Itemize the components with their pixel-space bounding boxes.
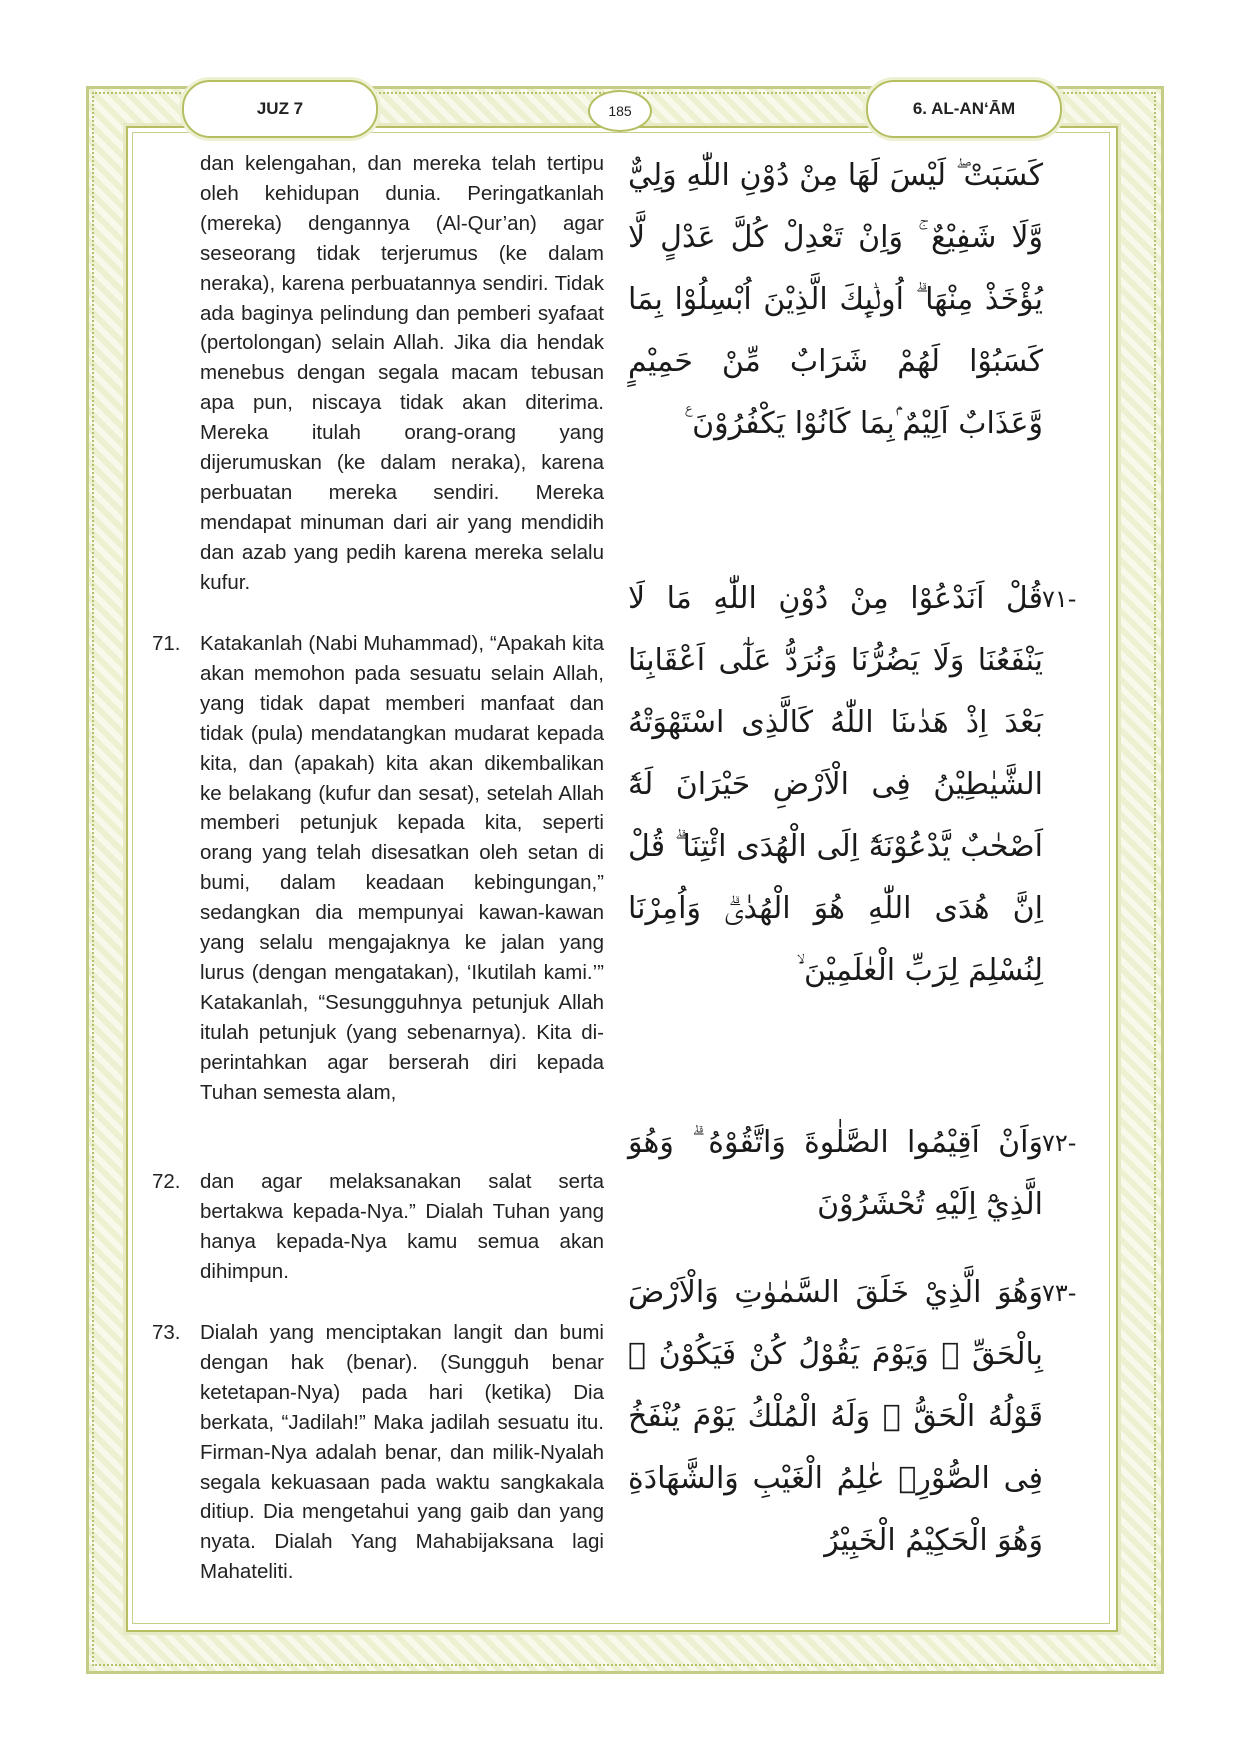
translation-verse-73: Dialah yang menciptakan langit dan bumi dengan hak (benar). (Sungguh benar ketetapan-Nya) pada hari (ketika) Dia berkata, “Jadilah!” Maka jadilah sesuatu itu. Firman-Nya adalah benar, dan milik-Nyalah segala kekuasaan pada waktu sangkakala ditiup. Dia mengetahui yang gaib dan yang nyata. Dialah Yang Mahabijaksana lagi Mahateliti. <box>200 1321 604 1584</box>
verse-number-73: 73. <box>152 1321 181 1344</box>
arabic-verse-number-71: -٧١ <box>1042 585 1077 613</box>
translation-verse-71: Katakanlah (Nabi Muhammad), “Apakah kita akan memohon pada sesuatu selain Allah, yang tidak dapat memberi manfaat dan tidak (pula) mendatangkan mudarat kepada kita, dan (apakah) kita akan dikembalikan ke belakang (kufur dan sesat), setelah Allah memberi petunjuk kepada kita, seperti orang yang telah disesatkan oleh setan di bumi, dalam keadaan kebingungan,” sedangkan dia mempunyai kawan-kawan yang selalu mengajaknya ke jalan yang lurus (dengan mengatakan), ‘Ikutilah kami.’” Katakanlah, “Sesungguhnya petunjuk Allah itulah petunjuk (yang sebenarnya). Kita diperintahkan agar berserah diri kepada Tuhan semesta alam, <box>200 632 604 1104</box>
arabic-verse-number-72: -٧٢ <box>1042 1129 1077 1157</box>
arabic-verse-71: قُلْ اَنَدْعُوْا مِنْ دُوْنِ اللّٰهِ مَا لَا يَنْفَعُنَا وَلَا يَضُرُّنَا وَنُرَدُّ عَلٰٓى اَعْقَابِنَا بَعْدَ اِذْ هَدٰىنَا اللّٰهُ كَالَّذِى اسْتَهْوَتْهُ الشَّيٰطِيْنُ فِى الْاَرْضِ حَيْرَانَ لَهٗٓ اَصْحٰبٌ يَّدْعُوْنَهٗٓ اِلَى الْهُدَى ائْتِنَا ۗ قُلْ اِنَّ هُدَى اللّٰهِ هُوَ الْهُدٰىۗ وَاُمِرْنَا لِنُسْلِمَ لِرَبِّ الْعٰلَمِيْنَ ۙ <box>628 581 1043 988</box>
juz-label: JUZ 7 <box>182 80 378 138</box>
arabic-verse-number-73: -٧٣ <box>1042 1279 1077 1307</box>
translation-verse-72: dan agar melaksanakan salat serta bertakwa kepada-Nya.” Dialah Tuhan yang hanya kepada-Nya kamu semua akan dihimpun. <box>200 1170 604 1283</box>
verse-number-71: 71. <box>152 632 181 655</box>
arabic-verse-73: وَهُوَ الَّذِيْ خَلَقَ السَّمٰوٰتِ وَالْاَرْضَ بِالْحَقِّ ۗ وَيَوْمَ يَقُوْلُ كُنْ فَيَكُوْنُ ۚ قَوْلُهُ الْحَقُّ ۗ وَلَهُ الْمُلْكُ يَوْمَ يُنْفَخُ فِى الصُّوْرِۗ عٰلِمُ الْغَيْبِ وَالشَّهَادَةِ وَهُوَ الْحَكِيْمُ الْخَبِيْرُ <box>628 1275 1043 1558</box>
verse-number-72: 72. <box>152 1170 181 1193</box>
translation-continuation: dan kelengahan, dan mereka telah tertipu oleh kehidupan dunia. Peringatkanlah (mereka) dengannya (Al-Qur’an) agar seseorang tidak terjerumus (ke dalam neraka), karena perbuatannya sendiri. Tidak ada baginya pelindung dan pemberi syafaat (pertolongan) selain Allah. Jika dia hendak menebus dengan segala macam tebusan apa pun, niscaya tidak akan diterima. Mereka itulah orang-orang yang dijerumuskan (ke dalam neraka), karena perbuatan mereka sendiri. Mereka mendapat minuman dari air yang mendidih dan azab yang pedih karena mereka selalu kufur. <box>200 152 604 594</box>
surah-label: 6. AL-AN‘ĀM <box>866 80 1062 138</box>
page-number: 185 <box>588 90 652 132</box>
arabic-verse-72: وَاَنْ اَقِيْمُوا الصَّلٰوةَ وَاتَّقُوْهُ ۗ وَهُوَ الَّذِيْٓ اِلَيْهِ تُحْشَرُوْنَ <box>628 1125 1043 1222</box>
arabic-continuation: كَسَبَتْ ۖ لَيْسَ لَهَا مِنْ دُوْنِ اللّٰهِ وَلِيٌّ وَّلَا شَفِيْعٌ ۚ وَاِنْ تَعْدِلْ كُلَّ عَدْلٍ لَّا يُؤْخَذْ مِنْهَا ۗ اُولٰۤىِٕكَ الَّذِيْنَ اُبْسِلُوْا بِمَا كَسَبُوْا لَهُمْ شَرَابٌ مِّنْ حَمِيْمٍ وَّعَذَابٌ اَلِيْمٌ ۢبِمَا كَانُوْا يَكْفُرُوْنَ ࣖ <box>628 158 1043 441</box>
